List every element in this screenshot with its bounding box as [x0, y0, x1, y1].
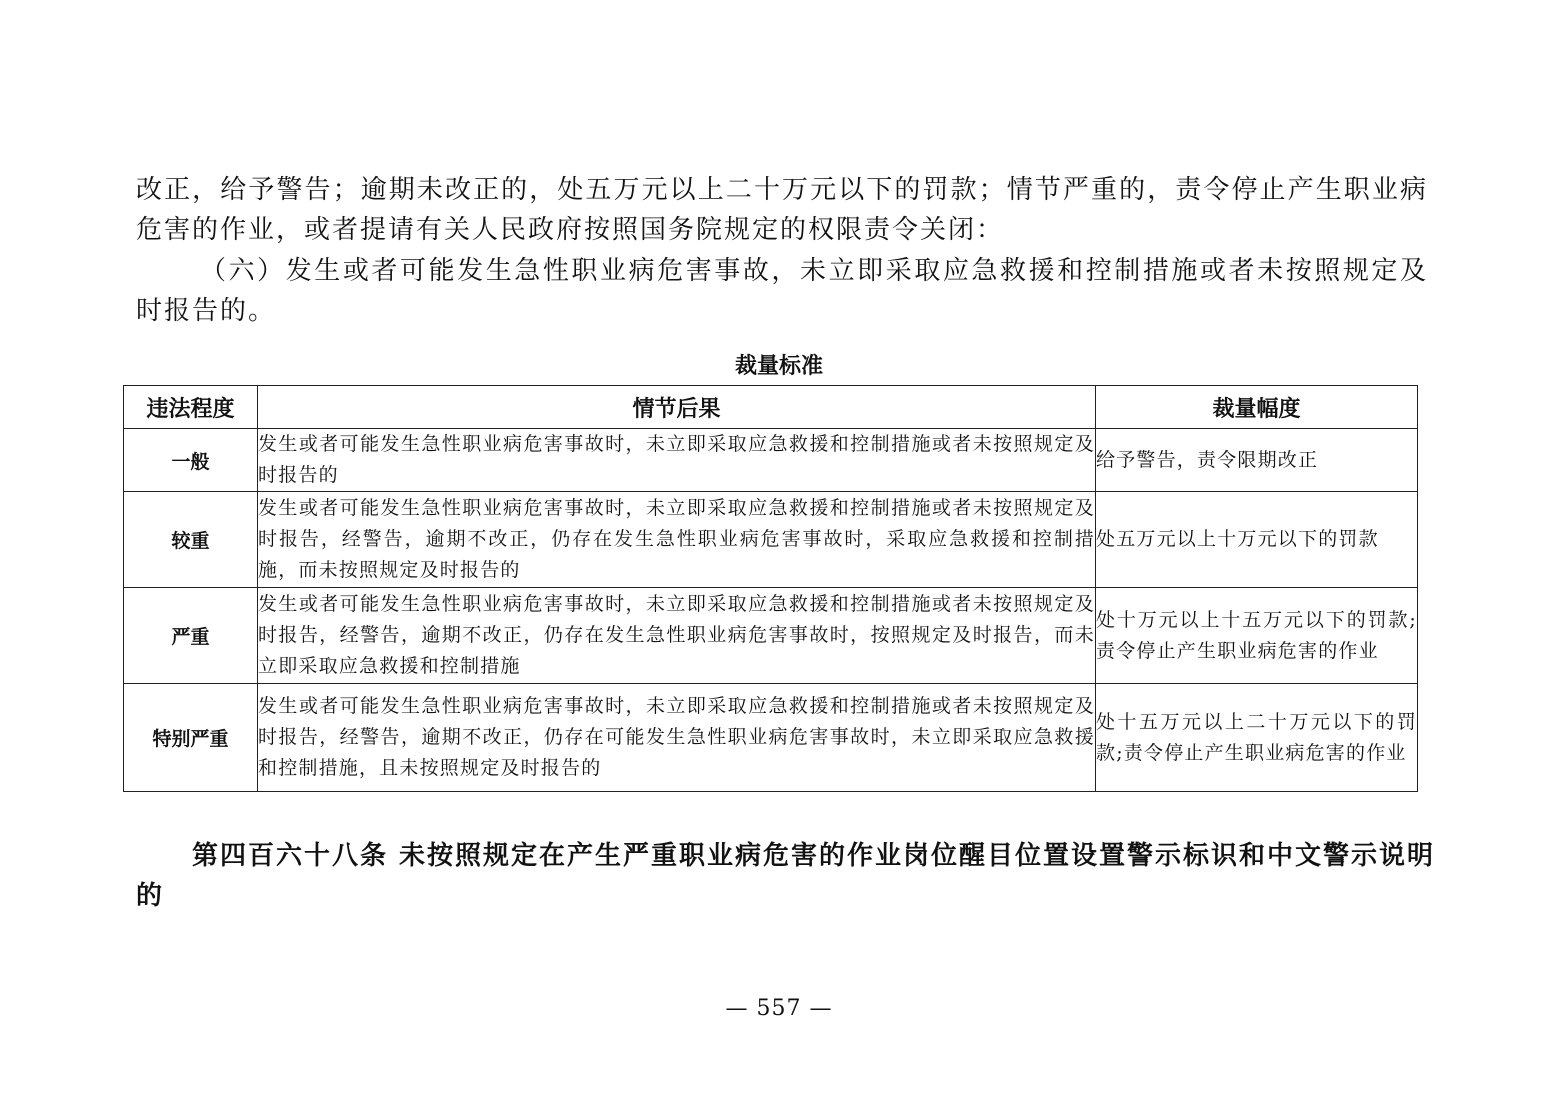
- body-paragraph-item-6: （六）发生或者可能发生急性职业病危害事故，未立即采取应急救援和控制措施或者未按照规定及时报告的。: [136, 256, 1428, 326]
- degree-cell: 特别严重: [124, 684, 258, 792]
- circumstance-cell: 发生或者可能发生急性职业病危害事故时，未立即采取应急救援和控制措施或者未按照规定及时报告，经警告，逾期不改正，仍存在发生急性职业病危害事故时，采取应急救援和控制措施，而未按照规定及时报告的: [258, 492, 1096, 588]
- penalty-cell: 处五万元以上十万元以下的罚款: [1096, 492, 1418, 588]
- header-penalty-range: 裁量幅度: [1096, 386, 1418, 429]
- body-paragraph-continuation: 改正，给予警告；逾期未改正的，处五万元以上二十万元以下的罚款；情节严重的，责令停止产生职业病危害的作业，或者提请有关人民政府按照国务院规定的权限责令关闭：: [136, 175, 1428, 245]
- penalty-cell: 处十五万元以上二十万元以下的罚款;责令停止产生职业病危害的作业: [1096, 684, 1418, 792]
- table-row: [124, 684, 1418, 792]
- penalty-cell: 处十万元以上十五万元以下的罚款;责令停止产生职业病危害的作业: [1096, 588, 1418, 684]
- degree-cell: 严重: [124, 588, 258, 684]
- table-row: [124, 429, 1418, 492]
- circumstance-cell: 发生或者可能发生急性职业病危害事故时，未立即采取应急救援和控制措施或者未按照规定及时报告，经警告，逾期不改正，仍存在可能发生急性职业病危害事故时，未立即采取应急救援和控制措施，且未按照规定及时报告的: [258, 684, 1096, 792]
- circumstance-cell: 发生或者可能发生急性职业病危害事故时，未立即采取应急救援和控制措施或者未按照规定及时报告，经警告，逾期不改正，仍存在发生急性职业病危害事故时，按照规定及时报告，而未立即采取应急救援和控制措施: [258, 588, 1096, 684]
- page-number: — 557 —: [725, 996, 833, 1021]
- circumstance-cell: 发生或者可能发生急性职业病危害事故时，未立即采取应急救援和控制措施或者未按照规定及时报告的: [258, 429, 1096, 492]
- table-header-row: [124, 386, 1418, 429]
- penalty-cell: 给予警告，责令限期改正: [1096, 429, 1418, 492]
- article-heading: 第四百六十八条 未按照规定在产生严重职业病危害的作业岗位醒目位置设置警示标识和中文警示说明的: [136, 841, 1436, 911]
- degree-cell: 较重: [124, 492, 258, 588]
- degree-cell: 一般: [124, 429, 258, 492]
- table-caption: 裁量标准: [734, 354, 823, 379]
- discretion-standards-table: [123, 385, 1418, 792]
- header-violation-degree: 违法程度: [124, 386, 258, 429]
- header-circumstances: 情节后果: [258, 386, 1096, 429]
- table-row: [124, 492, 1418, 588]
- table-row: [124, 588, 1418, 684]
